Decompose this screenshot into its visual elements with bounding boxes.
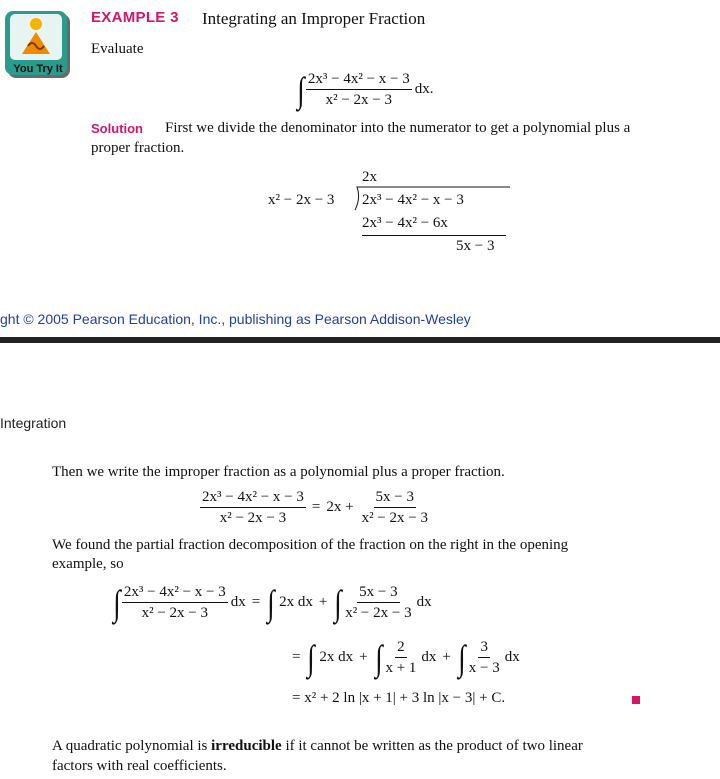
fraction-numerator: 2x³ − 4x² − x − 3 — [306, 70, 412, 90]
end-of-example-marker — [632, 696, 640, 704]
integral-dx: dx. — [414, 81, 434, 97]
eq2-denominator: x² − 2x − 3 — [141, 605, 209, 621]
equation-3: = ∫ 2x dx + ∫ $\frac{2}{x + 1}$ dx + ∫ $\frac{3}{x - 3}$ dx — [292, 637, 520, 678]
section-header: Integration — [0, 415, 67, 431]
division-remainder: 5x − 3 — [456, 238, 495, 254]
example-number: EXAMPLE 3 — [91, 9, 179, 26]
evaluate-text: Evaluate — [91, 41, 144, 57]
para3-pre: A quadratic polynomial is — [52, 738, 208, 754]
paragraph-3-line1 — [52, 738, 583, 755]
paragraph-3-line2: factors with real coefficients. — [52, 758, 227, 774]
you-try-it-badge[interactable] — [4, 8, 72, 80]
eq1-denominator-2: x² − 2x − 3 — [361, 510, 428, 526]
eq2-numerator-2: 5x − 3 — [357, 583, 399, 603]
para3-post: if it cannot be written as the product of two linear — [285, 738, 583, 754]
division-divisor: x² − 2x − 3 — [268, 192, 335, 208]
eq2-term1: 2x dx — [279, 594, 313, 610]
solution-label: Solution — [91, 121, 143, 136]
eq1-poly: 2x + — [326, 499, 354, 515]
badge-label: You Try It — [13, 63, 63, 75]
eq3-denominator-3: x − 3 — [468, 660, 500, 676]
solution-text-line2: proper fraction. — [91, 140, 185, 156]
eq1-numerator: 2x³ − 4x² − x − 3 — [200, 488, 306, 508]
eq2-denominator-2: x² − 2x − 3 — [345, 605, 412, 621]
eq3-denominator-2: x + 1 — [385, 660, 417, 676]
paragraph-1: Then we write the improper fraction as a polynomial plus a proper fraction. — [52, 464, 505, 480]
eq3-term1: 2x dx — [319, 649, 354, 665]
eq1-numerator-2: 5x − 3 — [374, 488, 416, 508]
equation-4: = x² + 2 ln |x + 1| + 3 ln |x − 3| + C. — [292, 690, 506, 706]
equation-2: ∫ $\frac{\text{2x³ − 4x² − x − 3}}{\text{x² − 2x − 3}}$ dx = ∫ 2x dx + ∫ $\frac{5x - 3}{\text{x² − 2x − 3}}$ dx — [113, 582, 432, 623]
solution-text-line1: First we divide the denominator into the numerator to get a polynomial plus a — [165, 120, 631, 136]
example-title: Integrating an Improper Fraction — [202, 9, 426, 28]
eq3-numerator-2: 2 — [395, 638, 407, 658]
page-divider — [0, 337, 720, 343]
eq1-denominator: x² − 2x − 3 — [219, 510, 287, 526]
division-rule — [362, 235, 506, 236]
division-dividend: 2x³ − 4x² − x − 3 — [362, 192, 464, 208]
term-irreducible: irreducible — [211, 738, 282, 754]
eq3-numerator-3: 3 — [478, 638, 490, 658]
eq2-numerator: 2x³ − 4x² − x − 3 — [122, 583, 228, 603]
division-quotient: 2x — [362, 169, 377, 185]
copyright-text: ght © 2005 Pearson Education, Inc., publishing as Pearson Addison-Wesley — [0, 311, 471, 327]
paragraph-2-line1: We found the partial fraction decomposition of the fraction on the right in the opening — [52, 537, 569, 553]
division-subtract: 2x³ − 4x² − 6x — [362, 215, 448, 231]
equation-1: $\frac{\text{2x³ − 4x² − x − 3}}{\text{x² − 2x − 3}}$ = 2x + $\frac{5x - 3}{\text{x² − 2x − 3}}$ — [202, 489, 428, 526]
fraction-denominator: x² − 2x − 3 — [325, 92, 393, 108]
example-integral — [296, 70, 434, 109]
integral-sign: ∫ — [297, 69, 305, 110]
paragraph-2-line2: example, so — [52, 556, 124, 572]
